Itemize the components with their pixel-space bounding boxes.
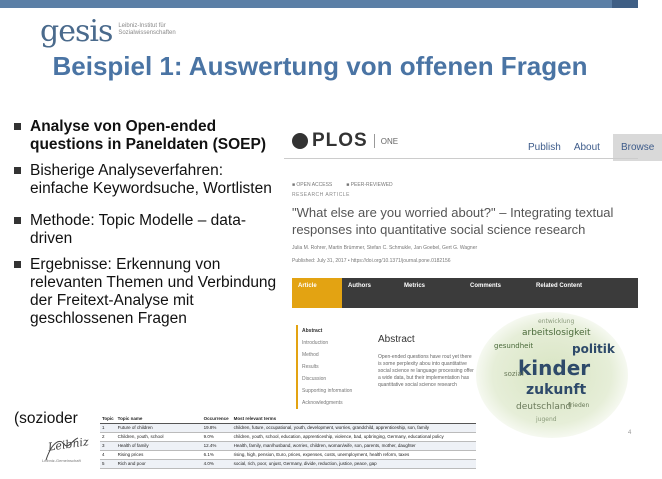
table-header-row <box>100 415 476 424</box>
leibniz-wordmark: Leibniz <box>47 435 90 454</box>
table-row <box>100 460 476 469</box>
table-cell: Health of family <box>116 442 202 451</box>
plos-logo <box>292 130 398 152</box>
nav-browse[interactable]: Browse <box>613 134 662 161</box>
word-cloud <box>476 312 628 438</box>
top-banner <box>0 0 638 8</box>
col-header: Occurrence <box>202 415 232 424</box>
bullet-list <box>12 118 284 336</box>
side-nav-introduction[interactable]: Introduction <box>302 340 329 346</box>
logo-divider <box>374 134 375 148</box>
table-cell: 12.4% <box>202 442 232 451</box>
side-nav-discussion[interactable]: Discussion <box>302 376 327 382</box>
table-row <box>100 424 476 433</box>
cloud-word: gesundheit <box>494 342 534 350</box>
table-cell: children, future, occupational, youth, development, worries, grandchild, apprenticeship, son, family <box>232 424 476 433</box>
article-tabs <box>292 278 638 308</box>
bullet-item: Bisherige Analyseverfahren: einfache Keywordsuche, Wortlisten <box>12 162 284 198</box>
nav-about[interactable]: About <box>573 142 600 153</box>
side-nav-results[interactable]: Results <box>302 364 319 370</box>
table-cell: 1 <box>100 424 116 433</box>
table-cell: Rising prices <box>116 451 202 460</box>
plos-journal: ONE <box>380 136 399 146</box>
tab-comments[interactable]: Comments <box>470 283 502 289</box>
table-row <box>100 442 476 451</box>
slide-title: Beispiel 1: Auswertung von offenen Fragen <box>52 51 588 81</box>
access-tags <box>292 182 407 188</box>
table-cell: 3 <box>100 442 116 451</box>
plos-logo-icon <box>292 133 308 149</box>
nav-publish[interactable]: Publish <box>528 142 561 153</box>
bullet-item: Methode: Topic Modelle – data-driven <box>12 212 284 248</box>
cloud-word: arbeitslosigkeit <box>522 328 591 338</box>
abstract-heading: Abstract <box>378 334 415 345</box>
table-cell: 4.0% <box>202 460 232 469</box>
logo-subtitle: Leibniz-Institut für Sozialwissenschaften <box>118 23 176 36</box>
cloud-word: politik <box>572 342 615 356</box>
article-title: "What else are you worried about?" – Integrating textual responses into quantitative social science research <box>292 205 614 237</box>
gesis-logo <box>40 14 188 49</box>
cloud-word: deutschland <box>516 402 572 412</box>
table-cell: 19.8% <box>202 424 232 433</box>
cloud-word: jugend <box>536 416 557 423</box>
peer-reviewed-tag: ■ PEER-REVIEWED <box>346 182 392 188</box>
tab-metrics[interactable]: Metrics <box>404 283 426 289</box>
table-cell: rising, high, pension, Euro, prices, expenses, costs, unemployment, health reform, taxes <box>232 451 476 460</box>
cloud-word: sozial <box>504 370 524 378</box>
col-header: Most relevant terms <box>232 415 476 424</box>
plos-name: PLOS <box>312 130 368 151</box>
side-nav-acknowledgments[interactable]: Acknowledgments <box>302 400 343 406</box>
table-cell: 6.1% <box>202 451 232 460</box>
logo-word: gesis <box>40 14 113 49</box>
side-nav-method[interactable]: Method <box>302 352 319 358</box>
open-access-tag: ■ OPEN ACCESS <box>292 182 332 188</box>
leibniz-subtitle: Leibniz-Gemeinschaft <box>42 458 81 463</box>
cloud-word: entwicklung <box>538 318 575 325</box>
tab-article[interactable]: Article <box>292 278 342 308</box>
topics-table <box>100 415 476 469</box>
bullet-tail: (sozioder <box>14 410 78 427</box>
table-cell: children, youth, school, education, apprenticeship, violence, bad, upbringing, Germany, educational policy <box>232 433 476 442</box>
article-authors: Julia M. Rohrer, Martin Brümmer, Stefan C. Schmukle, Jan Goebel, Gert G. Wagner <box>292 245 478 251</box>
table-cell: Children, youth, school <box>116 433 202 442</box>
abstract-text: Open-ended questions have rout yet there is some perplexity abou into quantitative social science re language processing offer a wide data, but their implementation has quantitative social science research <box>378 354 474 388</box>
table-cell: 5 <box>100 460 116 469</box>
table-cell: 9.0% <box>202 433 232 442</box>
page-number: 4 <box>628 430 632 436</box>
article-published: Published: July 31, 2017 • https://doi.org/10.1371/journal.pone.0182156 <box>292 258 451 264</box>
banner-accent <box>612 0 638 8</box>
cloud-word: frieden <box>568 402 590 409</box>
table-cell: Health, family, man/husband, worries, children, woman/wife, son, parents, mother, daughter <box>232 442 476 451</box>
bullet-item: Analyse von Open-ended questions in Paneldaten (SOEP) <box>12 118 284 154</box>
cloud-word: zukunft <box>526 382 587 398</box>
tab-authors[interactable]: Authors <box>348 283 371 289</box>
bullet-item: Ergebnisse: Erkennung von relevanten Themen und Verbindung der Freitext-Analyse mit geschlossenen Fragen <box>12 256 284 328</box>
table-cell: Future of children <box>116 424 202 433</box>
header-divider <box>284 158 638 159</box>
table-cell: social, rich, poor, unjust, Germany, divide, reduction, justice, peace, gap <box>232 460 476 469</box>
table-cell: 2 <box>100 433 116 442</box>
cloud-word: kinder <box>518 356 591 380</box>
col-header: Topic <box>100 415 116 424</box>
article-kind: RESEARCH ARTICLE <box>292 192 350 198</box>
side-nav-supporting[interactable]: Supporting information <box>302 388 353 394</box>
table-row <box>100 433 476 442</box>
table-cell: Rich and poor <box>116 460 202 469</box>
table-cell: 4 <box>100 451 116 460</box>
plos-nav <box>528 134 662 161</box>
col-header: Topic name <box>116 415 202 424</box>
table-row <box>100 451 476 460</box>
side-nav-abstract[interactable]: Abstract <box>302 328 323 334</box>
tab-related-content[interactable]: Related Content <box>536 283 583 289</box>
article-side-nav <box>296 325 352 409</box>
